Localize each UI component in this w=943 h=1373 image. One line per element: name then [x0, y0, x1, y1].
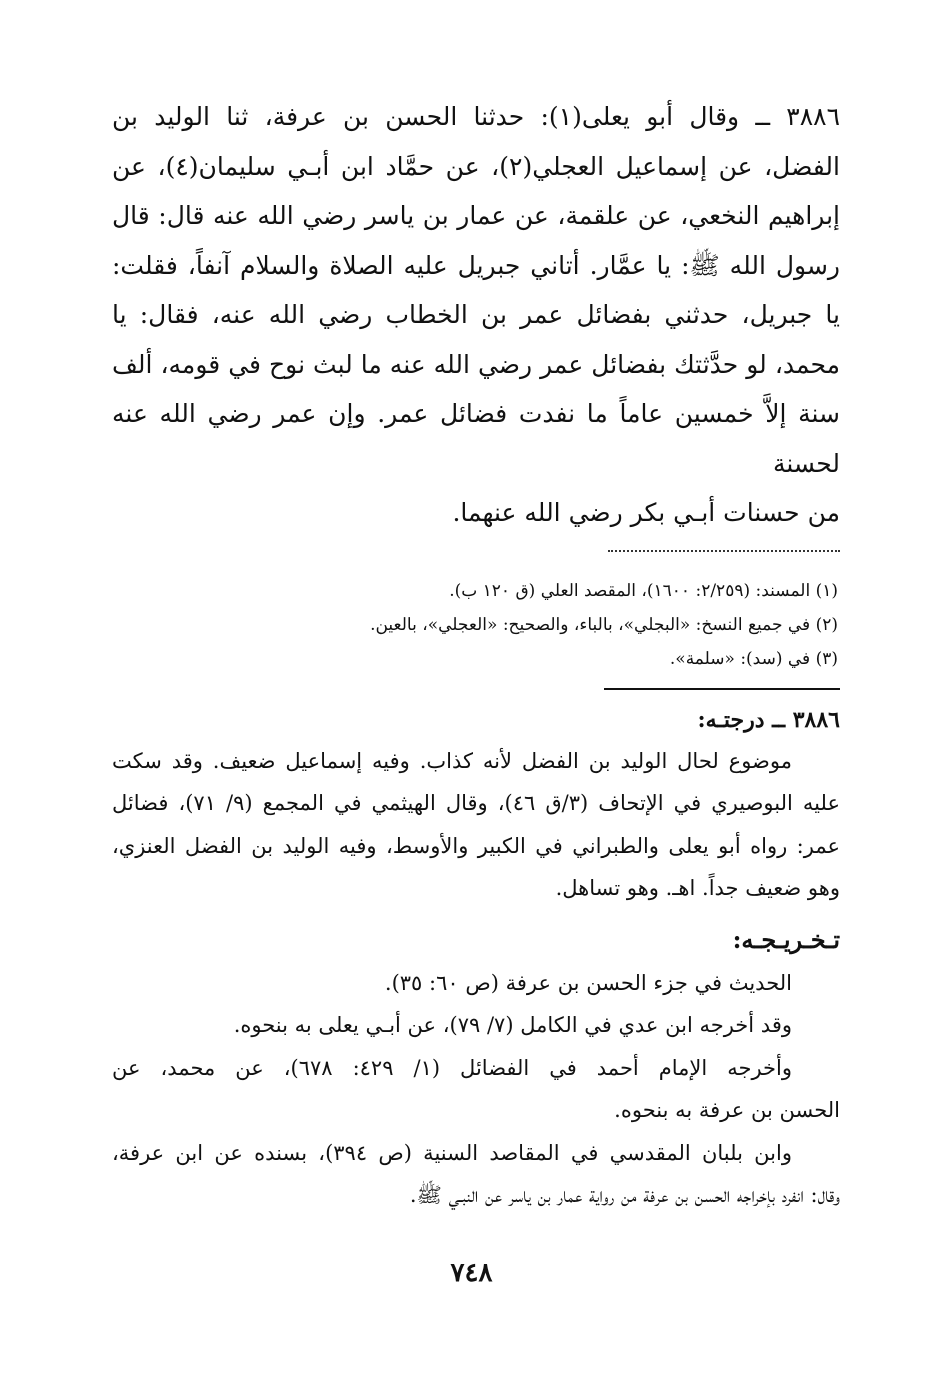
page-content [112, 92, 840, 1217]
footnote-separator [608, 550, 840, 552]
hadith-line: يا جبريل، حدثني بفضائل عمر بن الخطاب رضي الله عنه، فقال: يا [112, 300, 840, 329]
grade-line: وهو ضعيف جداً. اهـ. وهو تساهل. [555, 876, 840, 900]
grade-line: عليه البوصيري في الإتحاف (٣/ق ٤٦)، وقال الهيثمي في المجمع (٩/ ٧١)، فضائل [112, 791, 840, 815]
grade-line: موضوع لحال الوليد بن الفضل لأنه كذاب. وفيه إسماعيل ضعيف. وقد سكت [112, 748, 792, 773]
grade-text [112, 740, 840, 910]
footnote: (١) المسند: (٢/٢٥٩: ١٦٠٠)، المقصد العلي (ق ١٢٠ ب). [449, 580, 838, 601]
section-divider [604, 688, 840, 690]
takhrij-line: وابن بلبان المقدسي في المقاصد السنية (ص ٣٩٤)، بسنده عن ابن عرفة، [112, 1140, 792, 1165]
takhrij-line: وأخرجه الإمام أحمد في الفضائل (١/ ٤٢٩: ٦٧٨)، عن محمد، عن [112, 1055, 792, 1080]
takhrij-line: الحسن بن عرفة به بنحوه. [614, 1098, 840, 1122]
hadith-line: إبراهيم النخعي، عن علقمة، عن عمار بن ياسر رضي الله عنه قال: قال [112, 201, 840, 230]
grade-heading: ٣٨٨٦ ــ درجتـه: [697, 706, 840, 733]
takhrij-text [112, 962, 840, 1217]
hadith-text [112, 92, 840, 538]
hadith-line: الفضل، عن إسماعيل العجلي(٢)، عن حمَّاد ابن أبـي سليمان(٤)، عن [112, 151, 840, 181]
hadith-line: ٣٨٨٦ ــ وقال أبو يعلى(١): حدثنا الحسن بن عرفة، ثنا الوليد بن [112, 102, 840, 131]
hadith-line: من حسنات أبـي بكر رضي الله عنهما. [452, 498, 840, 527]
footnotes [112, 574, 840, 676]
grade-line: عمر: رواه أبو يعلى والطبراني في الكبير والأوسط، وفيه الوليد بن الفضل العنزي، [112, 833, 840, 858]
takhrij-line: وقد أخرجه ابن عدي في الكامل (٧/ ٧٩)، عن أبـي يعلى به بنحوه. [233, 1013, 792, 1037]
hadith-line: سنة إلاَّ خمسين عاماً ما نفدت فضائل عمر. وإن عمر رضي الله عنه لحسنة [112, 399, 840, 478]
footnote: (٢) في جميع النسخ: «البجلي»، بالباء، والصحيح: «العجلي»، بالعين. [370, 614, 838, 635]
hadith-line: رسول الله ﷺ: يا عمَّار. أتاني جبريل عليه الصلاة والسلام آنفاً، فقلت: [112, 250, 840, 280]
page-number: ٧٤٨ [450, 1258, 493, 1288]
takhrij-line: الحديث في جزء الحسن بن عرفة (ص ٦٠: ٣٥). [384, 970, 792, 995]
takhrij-heading: تـخـريـجـه: [732, 924, 840, 954]
footnote: (٣) في (سد): «سلمة». [669, 648, 838, 669]
takhrij-line: وقال: انفرد بإخراجه الحسن بن عرفة من رواية عمار بن ياسر عن النبـي ﷺ. [409, 1183, 840, 1207]
hadith-line: محمد، لو حدَّثتك بفضائل عمر رضي الله عنه ما لبث نوح في قومه، ألف [112, 349, 840, 379]
